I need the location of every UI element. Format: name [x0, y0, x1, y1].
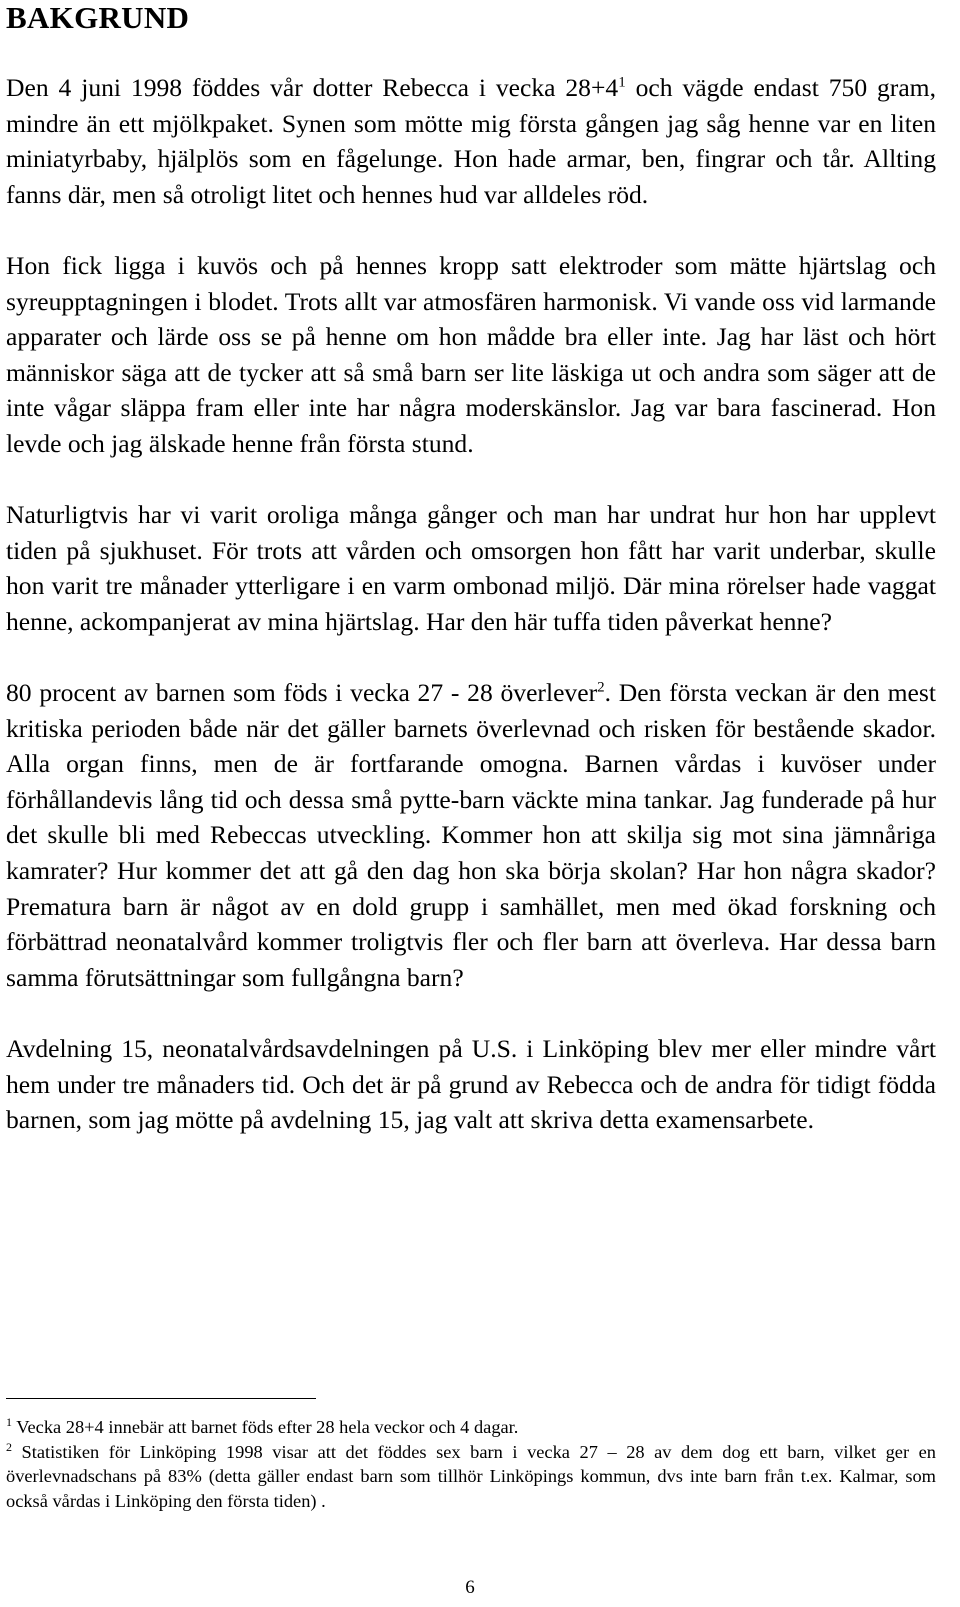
paragraph-4-text-a: 80 procent av barnen som föds i vecka 27 - 28 överlever: [6, 678, 598, 708]
paragraph-1-text-b: och vägde endast 750 gram, mindre än ett mjölkpaket. Synen som mötte mig första gången jag såg henne var en liten miniatyrbaby, hjälplös som en fågelunge. Hon hade armar, ben, fingrar och tår. Allting fanns där, men så otroligt litet och hennes hud var alldeles röd.: [6, 73, 936, 209]
footnote-2-number: 2: [6, 1439, 12, 1454]
paragraph-4-text-b: . Den första veckan är den mest kritiska perioden både när det gäller barnets överlevnad och risken för bestående skador. Alla organ finns, men de är fortfarande omogna. Barnen vårdas i kuvöser under förhållandevis lång tid och dessa små pytte-barn väckte mina tankar. Jag funderade på hur det skulle bli med Rebeccas utveckling. Kommer hon att skilja sig mot sina jämnåriga kamrater? Hur kommer det att gå den dag hon ska börja skolan? Har hon några skador? Prematura barn är något av en dold grupp i samhället, men med ökad forskning och förbättrad neonatalvård kommer troligtvis fler och fler barn att överleva. Har dessa barn samma förutsättningar som fullgångna barn?: [6, 678, 936, 992]
body-text: [6, 70, 936, 1173]
paragraph-1-text-a: Den 4 juni 1998 föddes vår dotter Rebecca i vecka 28+4: [6, 73, 619, 102]
footnote-2: [6, 1440, 936, 1514]
document-page: [6, 0, 936, 1511]
paragraph-4: [6, 675, 936, 995]
footnote-1: [6, 1415, 936, 1440]
page-number: 6: [465, 1577, 475, 1598]
paragraph-3: Naturligtvis har vi varit oroliga många gånger och man har undrat hur hon har upplevt tiden på sjukhuset. För trots att vården och omsorgen hon fått har varit underbar, skulle hon varit tre månader ytterligare i en varm ombonad miljö. Där mina rörelser hade vaggat henne, ackompanjerat av mina hjärtslag. Har den här tuffa tiden påverkat henne?: [6, 500, 936, 636]
footnote-1-number: 1: [6, 1414, 12, 1429]
footnote-ref-1: 1: [618, 74, 626, 91]
footnote-divider: [6, 1398, 316, 1399]
paragraph-2: Hon fick ligga i kuvös och på hennes kropp satt elektroder som mätte hjärtslag och syreupptagningen i blodet. Trots allt var atmosfären harmonisk. Vi vande oss vid larmande apparater och lärde oss se på henne om hon mådde bra eller inte. Jag har läst och hört människor säga att de tycker att så små barn ser lite läskiga ut och andra som säger att de inte vågar släppa fram eller inte har några moderskänslor. Jag var bara fascinerad. Hon levde och jag älskade henne från första stund.: [6, 250, 936, 458]
paragraph-5: Avdelning 15, neonatalvårdsavdelningen på U.S. i Linköping blev mer eller mindre vårt hem under tre månaders tid. Och det är på grund av Rebecca och de andra för tidigt födda barnen, som jag mötte på avdelning 15, jag valt att skriva detta examensarbete.: [6, 1034, 936, 1135]
footnotes: [6, 1398, 936, 1513]
footnote-1-text: Vecka 28+4 innebär att barnet föds efter 28 hela veckor och 4 dagar.: [12, 1417, 519, 1437]
footnote-ref-2: 2: [597, 679, 605, 696]
footnote-2-text: Statistiken för Linköping 1998 visar att det föddes sex barn i vecka 27 – 28 av dem dog ett barn, vilket ger en överlevnadschans på 83% (detta gäller endast barn som tillhör Linköpings kommun, dvs inte barn från t.ex. Kalmar, som också vårdas i Linköping den första tiden) .: [6, 1441, 936, 1511]
section-heading: BAKGRUND: [6, 0, 190, 35]
paragraph-1: [6, 70, 936, 212]
